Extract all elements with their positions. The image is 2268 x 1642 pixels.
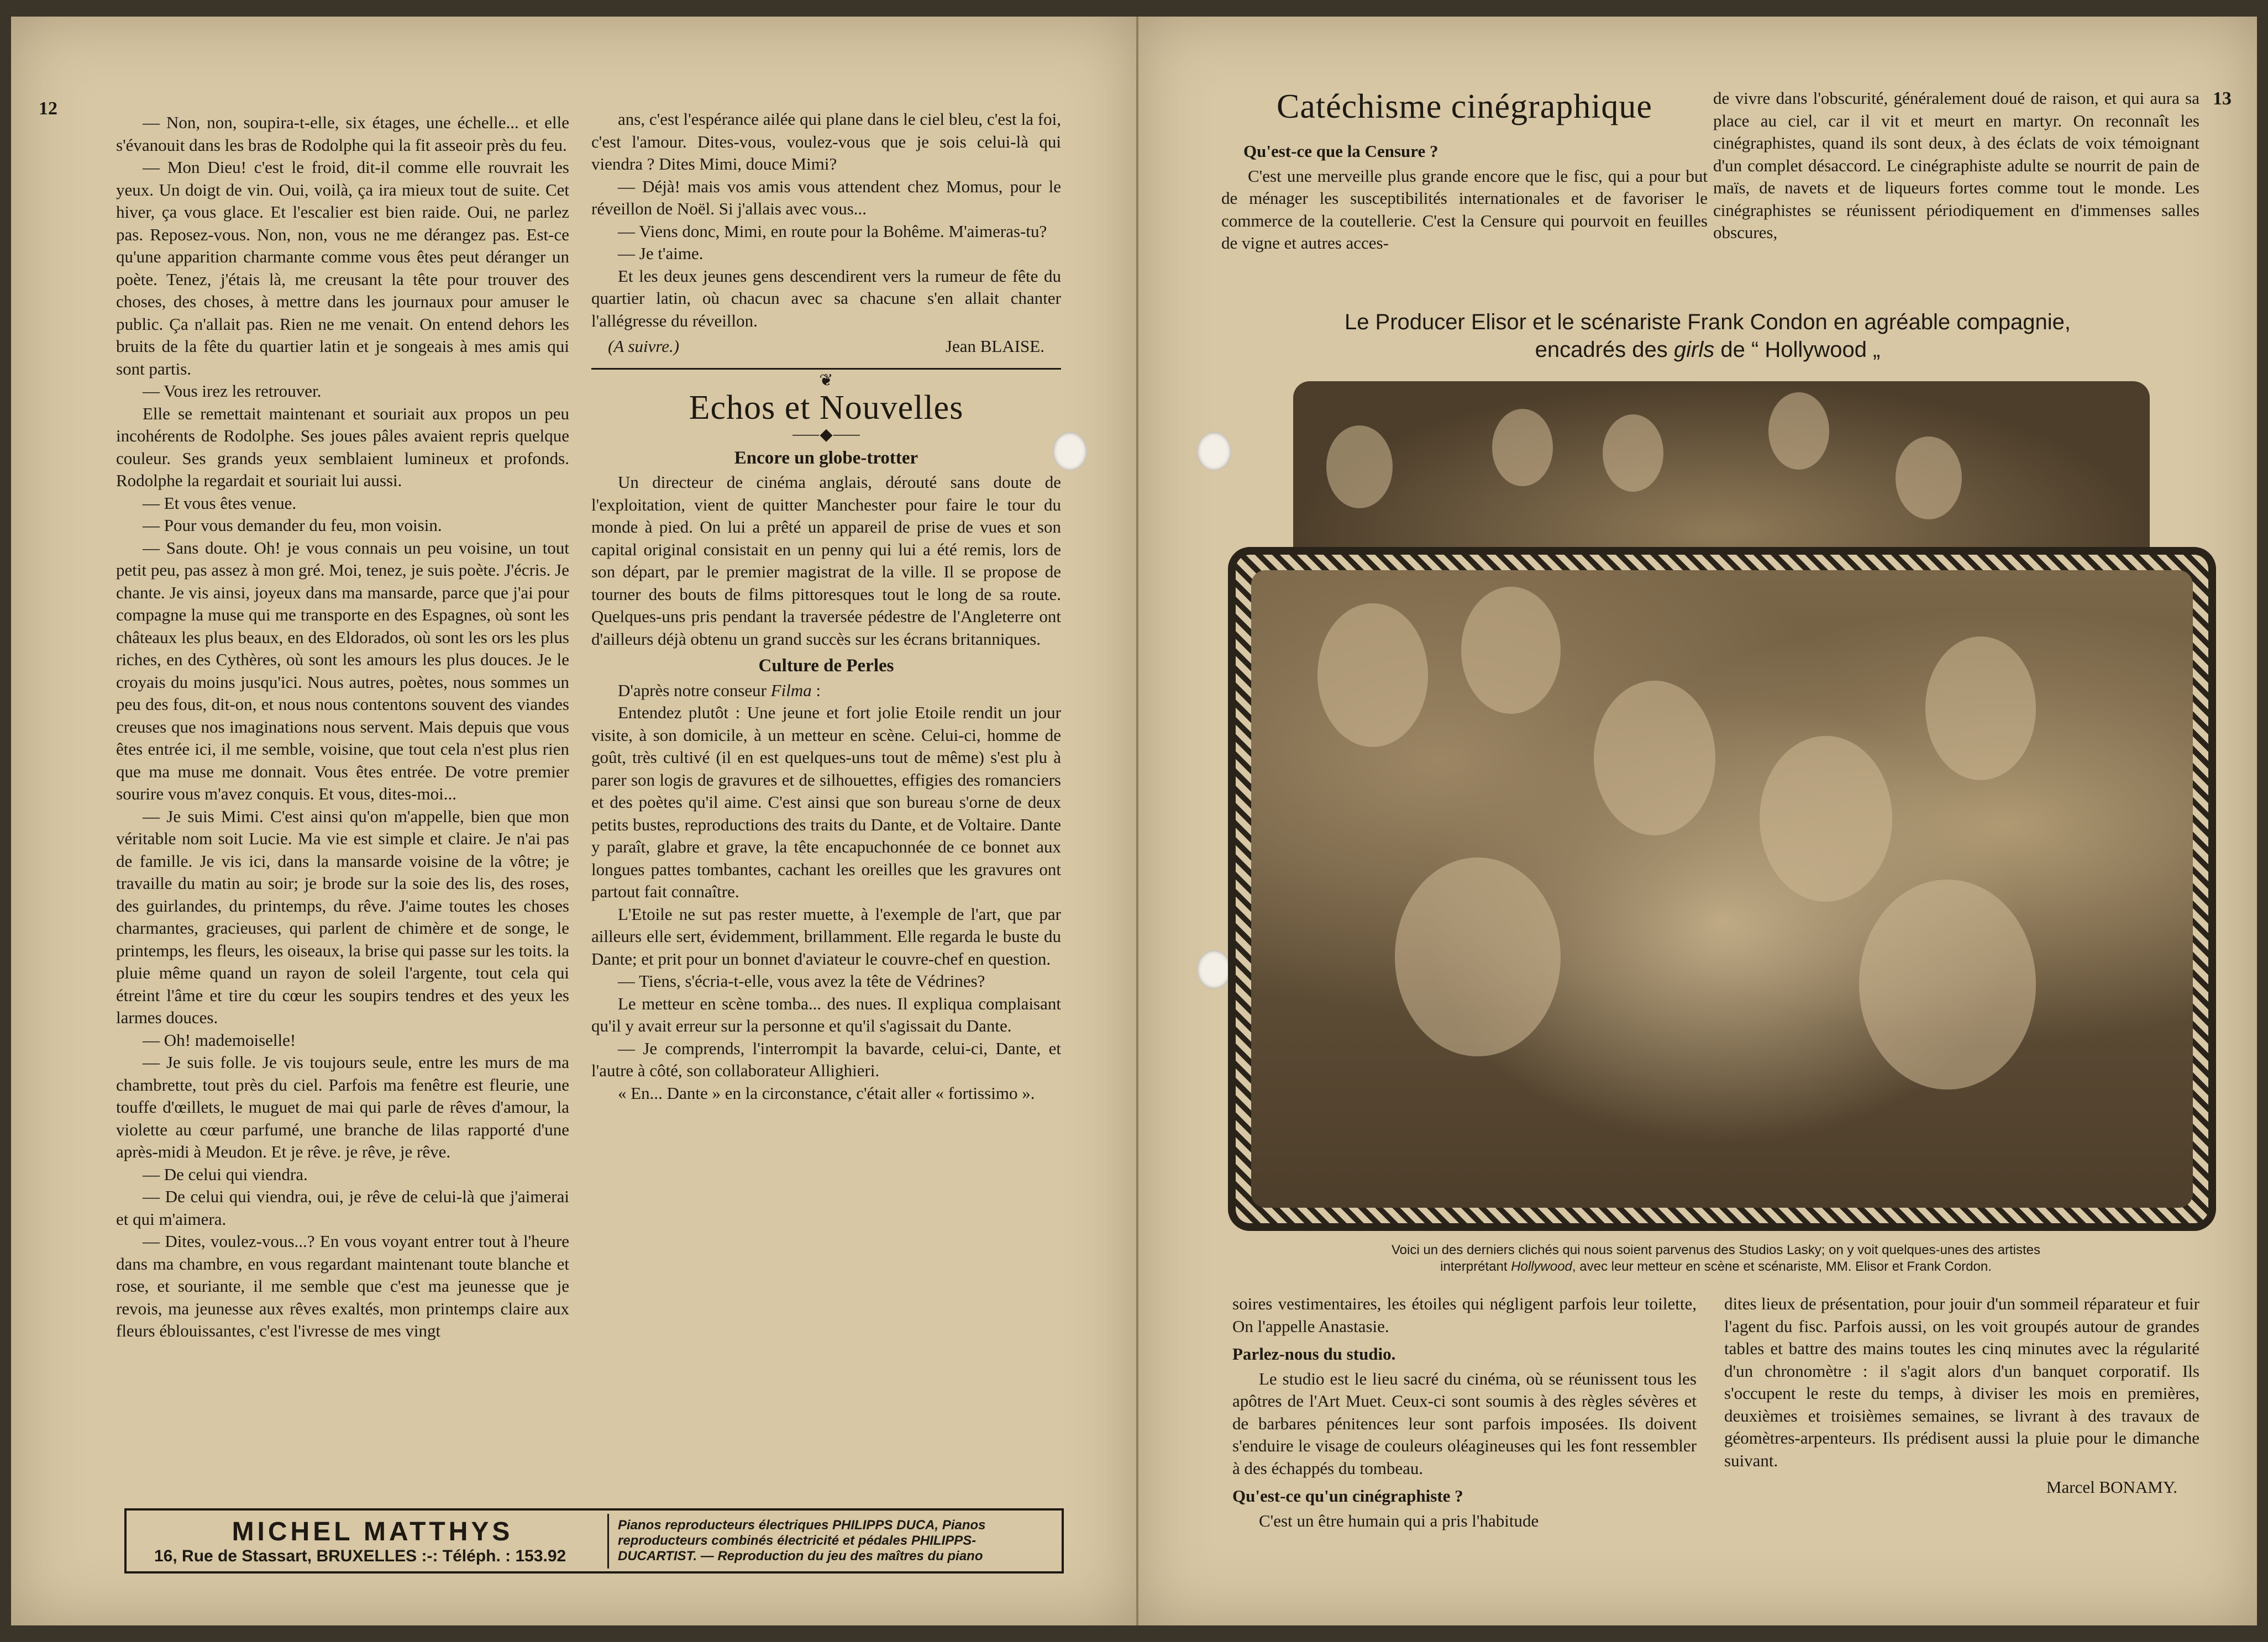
paragraph: Entendez plutôt : Une jeune et fort jolie Etoile rendit un jour visite, à son domicile, à un metteur en scène. Celui-ci, homme de goût, très cultivé (il en est quelques-uns tout de même) s'est plu à parer son logis de gravures et de silhouettes, effigies des romanciers et des poètes qu'il aime. C'est ainsi que son bureau s'orne de deux petits bustes, reproductions des traits du Dante, et de Voltaire. Dante y paraît, glabre et grave, la tête encapuchonnée de ce bonnet aux longues pattes tombantes, cachant les oreilles que les gravures ont partout fait connaître.	[591, 703, 1061, 901]
group-photo	[1228, 547, 2216, 1231]
ornament-icon: ❦	[819, 371, 833, 390]
paragraph: — Viens donc, Mimi, en route pour la Bohême. M'aimeras-tu?	[618, 221, 1047, 241]
echos-heading: Echos et Nouvelles	[689, 388, 964, 427]
section-rule	[591, 368, 1061, 370]
photo-headline-line1: Le Producer Elisor et le scénariste Frank Condon en agréable compagnie,	[1344, 310, 2071, 334]
paragraph: — De celui qui viendra.	[143, 1164, 308, 1184]
catechism-column-1	[1221, 87, 1708, 255]
to-be-continued: (A suivre.)	[608, 336, 680, 356]
paragraph: — Tiens, s'écria-t-elle, vous avez la tête de Védrines?	[618, 971, 985, 991]
paragraph: — Dites, voulez-vous...? En vous voyant entrer tout à l'heure dans ma chambre, en vous regardant maintenant toute blanche et rose, et souriante, il me semble que c'est ma jeunesse que je revois, ma jeunesse aux rêves exaltés, mon printemps claire aux fleurs éblouissantes, c'est l'ivresse de mes vingt	[116, 1232, 569, 1340]
story-author: Jean BLAISE.	[945, 336, 1044, 356]
echo2-source: Filma	[770, 680, 812, 700]
story-signature-row	[591, 335, 1061, 358]
echo1-title: Encore un globe-trotter	[734, 448, 918, 468]
paragraph: Le metteur en scène tomba... des nues. Il expliqua complaisant qu'il y avait erreur sur la personne et qu'il s'agissait du Dante.	[591, 993, 1061, 1035]
photo-headline-line2: encadrés des girls de “ Hollywood „	[1535, 338, 1881, 362]
echo2-body	[591, 702, 1061, 1104]
ad-left	[138, 1514, 609, 1569]
paragraph: — Sans doute. Oh! je vous connais un peu voisine, un tout petit peu, pas assez à mon gré. Moi, tenez, je suis poète. J'écris. Je chante. Je vis ainsi, joyeux dans ma mansarde, parce que j'ai pour compagne la muse qui me transporte en des Espagnes, où sont les châteaux les plus beaux, en des Eldorados, où sont les ors les plus riches, en des Cythères, où sont les amours les plus douces. Je le croyais du moins jusqu'ici. Nous autres, poètes, nous sommes un peu des fous, dit-on, et nous nous contentons souvent des viandes creuses que nos imaginations nous servent. Mais depuis que vous êtes entrée ici, il me semble, voisine, que tout cela n'est plus rien que ma muse me donnait. Vous êtes entrée. De votre premier sourire vous m'avez conquis. Et vous, dites-moi...	[116, 538, 569, 803]
catechism-bottom-column-2	[1724, 1293, 2199, 1499]
echo2-intro: D'après notre conseur Filma :	[618, 680, 821, 700]
paragraph: — Oh! mademoiselle!	[143, 1030, 296, 1050]
paragraph: — Je suis folle. Je vis toujours seule, entre les murs de ma chambrette, tout près du ciel. Parfois ma fenêtre est fleurie, une touffe d'œillets, le muguet de mai qui parle de rêves d'amour, la violette au cœur parfumé, une branche de lilas rapporté d'une après-midi à Meudon. Et je rêve. je rêve, je rêve.	[116, 1052, 569, 1161]
left-page	[11, 17, 1136, 1625]
ornament-icon: ⸺◆⸺	[791, 425, 861, 444]
paragraph: — Et vous êtes venue.	[143, 493, 297, 513]
story-continuation	[591, 108, 1061, 332]
question-cinegraphiste: Qu'est-ce qu'un cinégraphiste ?	[1232, 1486, 1463, 1506]
paragraph: — Vous irez les retrouver.	[143, 381, 322, 401]
paragraph: « En... Dante » en la circonstance, c'était aller « fortissimo ».	[618, 1083, 1035, 1103]
paragraph: — Je suis Mimi. C'est ainsi qu'on m'appelle, bien que mon véritable nom soit Lucie. Ma vie est simple et claire. Je n'ai pas de famille. Je vis ici, dans la mansarde voisine de la vôtre; je travaille du matin au soir; je brode sur la soie des lis, des roses, des guirlandes, du printemps, du rêve. J'aime toutes les choses charmantes, gracieuses, qui parlent de chimère et de songe, le printemps, les fleurs, les oiseaux, la brise qui passe sur les toits. la pluie même quand un rayon de soleil l'argente, tout cela qui étreint l'âme et tire du cœur les soupirs tendres et des yeux les larmes douces.	[116, 806, 569, 1027]
paragraph: — Je t'aime.	[618, 244, 704, 263]
paragraph: — Mon Dieu! c'est le froid, dit-il comme elle rouvrait les yeux. Un doigt de vin. Oui, voilà, ça ira mieux tout de suite. Cet hiver, ça vous glace. Et l'escalier est bien raide. Oui, ne parlez pas. Reposez-vous. Non, non, vous ne me dérangez pas. Est-ce qu'une apparition charmante comme vous êtes peut déranger un poète. Tenez, j'étais là, me creusant la tête pour trouver des choses, des choses, à mettre dans les journaux pour amuser le public. Ça n'allait pas. Rien ne me venait. On entend dehors les bruits de la fête du quartier latin et je songeais à mes amis qui sont partis.	[116, 157, 569, 378]
photo-headline	[1194, 308, 2222, 364]
answer-studio: Le studio est le lieu sacré du cinéma, où se réunissent tous les apôtres de l'Art Muet. Ceux-ci sont soumis à des règles sévères et de barbares pénitences leur sont parfois imposées. Ils doivent s'enduire le visage de couleurs oléagineuses qui les font ressembler à des échappés du tombeau.	[1232, 1369, 1697, 1478]
right-page	[1138, 17, 2257, 1625]
answer-censure: C'est une merveille plus grande encore que le fisc, qui a pour but de ménager les susceptibilités internationales et de favoriser le commerce de la coutellerie. C'est la Censure qui pourvoit en feuilles de vigne et autres acces-	[1221, 166, 1708, 252]
answer-cinegraphiste-start: C'est un être humain qui a pris l'habitude	[1259, 1511, 1539, 1530]
echo2-title: Culture de Perles	[758, 656, 894, 676]
ad-address: 16, Rue de Stassart, BRUXELLES :-: Téléph. : 153.92	[154, 1546, 566, 1565]
binding-hole	[1197, 950, 1231, 989]
story-column-1	[116, 112, 569, 1343]
catechism-title: Catéchisme cinégraphique	[1277, 88, 1652, 125]
ad-description: Pianos reproducteurs électriques PHILIPPS DUCA, Pianos reproducteurs combinés électricité et pédales PHILIPPS-DUCARTIST. — Reproduction du jeu des maîtres du piano	[618, 1518, 986, 1564]
ad-company-name: MICHEL MATTHYS	[232, 1517, 513, 1546]
photo-upper-extension	[1293, 381, 2150, 569]
paragraph: ans, c'est l'espérance ailée qui plane dans le ciel bleu, c'est la foi, c'est l'amour. Dites-vous, voulez-vous que je sois celui-là qui viendra ? Dites Mimi, douce Mimi?	[591, 109, 1061, 173]
binding-hole	[1053, 432, 1087, 471]
story-column-2	[591, 108, 1061, 1104]
catechism-text-continued: de vivre dans l'obscurité, généralement doué de raison, et qui aura sa place au ciel, car il vit et meurt en martyr. On reconnaît les cinégraphistes, quand ils sont deux, à des éclats de voix témoignant d'un complet désaccord. Le cinégraphiste adulte se nourrit de pain de maïs, de navets et de liqueurs fortes comme tout le monde. Les cinégraphistes se réunissent périodiquement en d'immenses salles obscures,	[1713, 88, 2199, 242]
question-censure: Qu'est-ce que la Censure ?	[1243, 141, 1439, 161]
paragraph: L'Etoile ne sut pas rester muette, à l'exemple de l'art, que par ailleurs elle sert, évidemment, brillamment. Elle regarda le buste du Dante; et prit pour un bonnet d'aviateur le couvre-chef en question.	[591, 904, 1061, 969]
article-signature: Marcel BONAMY.	[2046, 1477, 2177, 1497]
advertisement	[124, 1508, 1064, 1573]
paragraph: — Déjà! mais vos amis vous attendent chez Momus, pour le réveillon de Noël. Si j'allais avec vous...	[591, 176, 1061, 218]
paragraph: — Je comprends, l'interrompit la bavarde, celui-ci, Dante, et l'autre à côté, son collaborateur Allighieri.	[591, 1038, 1061, 1080]
paragraph: Et les deux jeunes gens descendirent vers la rumeur de fête du quartier latin, où chacun avec sa chacune s'en allait chanter l'allégresse du réveillon.	[591, 266, 1061, 330]
catechism-column-2	[1713, 87, 2199, 244]
paragraph: — Pour vous demander du feu, mon voisin.	[143, 515, 442, 535]
photo-caption-line1: Voici un des derniers clichés qui nous soient parvenus des Studios Lasky; on y voit quelques-unes des artistes	[1391, 1243, 2040, 1257]
group-photo-image	[1251, 570, 2193, 1208]
catechism-bottom-column-1	[1232, 1293, 1697, 1532]
answer-censure-end: soires vestimentaires, les étoiles qui négligent parfois leur toilette, On l'appelle Anastasie.	[1232, 1294, 1697, 1336]
binding-hole	[1197, 432, 1231, 471]
paragraph: Elle se remettait maintenant et souriait aux propos un peu incohérents de Rodolphe. Ses joues pâles avaient repris quelque couleur. Ses grands yeux semblaient lumineux et profonds. Rodolphe la regardait et souriait lui aussi.	[116, 403, 569, 490]
answer-cinegraphiste-end: dites lieux de présentation, pour jouir d'un sommeil réparateur et fuir l'agent du fisc. Parfois aussi, on les voit groupés autour de grandes tables et battre des mains toutes les cinq minutes avec la régularité d'un chronomètre : il s'agit alors d'un banquet corporatif. Ils s'occupent le reste du temps, à diviser les mois en premières, deuxièmes et troisièmes semaines, se livrant à des travaux de géomètres-arpenteurs. Ils prédisent aussi la pluie pour le dimanche suivant.	[1724, 1294, 2199, 1470]
paragraph: — Non, non, soupira-t-elle, six étages, une échelle... et elle s'évanouit dans les bras de Rodolphe qui la fit asseoir près du feu.	[116, 113, 569, 155]
echo1-text: Un directeur de cinéma anglais, dérouté sans doute de l'exploitation, vient de quitter Manchester pour faire le tour du monde à pied. On lui a prêté un appareil de prise de vues et son capital original consistait en un penny qui lui a été remis, lors de son départ, par le premier magistrat de la ville. Il se propose de tourner des bouts de films pittoresques tout le long de sa route. Quelques-uns pris pendant la traversée pédestre de l'Angleterre ont d'ailleurs déjà obtenu un grand succès sur les écrans britanniques.	[591, 472, 1061, 649]
page-number-left: 12	[39, 98, 57, 119]
question-studio: Parlez-nous du studio.	[1232, 1344, 1396, 1364]
paragraph: — De celui qui viendra, oui, je rêve de celui-là que j'aimerai et qui m'aimera.	[116, 1187, 569, 1229]
photo-caption	[1249, 1242, 2183, 1275]
photo-caption-line2: interprétant Hollywood, avec leur metteur en scène et scénariste, MM. Elisor et Frank Cordon.	[1440, 1259, 1992, 1274]
page-number-right: 13	[2213, 88, 2232, 109]
